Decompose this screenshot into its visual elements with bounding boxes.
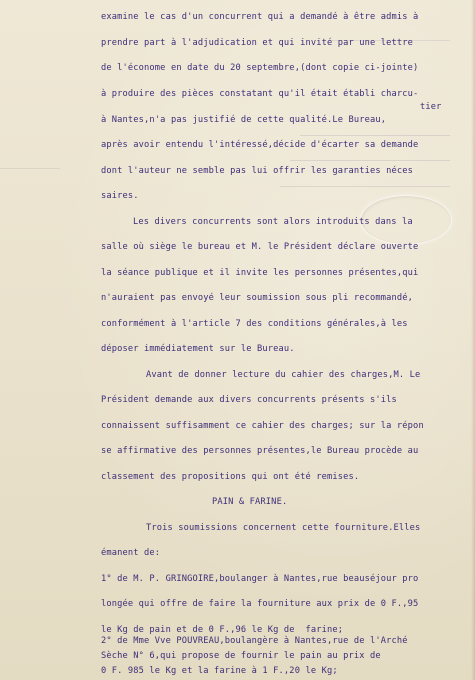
text-line: Trois soumissions concernent cette fourniture.Elles: [146, 523, 421, 533]
text-line: 1° de M. P. GRINGOIRE,boulanger à Nantes,rue beauséjour pro: [101, 574, 419, 584]
text-line: 0 F. 985 le Kg et la farine à 1 F.,20 le Kg;: [101, 666, 338, 676]
text-line: émanent de:: [101, 548, 161, 558]
text-line: à produire des pièces constatant qu'il était établi charcu-: [101, 89, 419, 99]
text-line: n'auraient pas envoyé leur soumission sous pli recommandé,: [101, 293, 414, 303]
text-line: Les divers concurrents sont alors introduits dans la: [133, 217, 413, 227]
text-line: se affirmative des personnes présentes,le Bureau procède au: [101, 446, 419, 456]
bleed-through-mark: [300, 135, 450, 137]
text-line: dont l'auteur ne semble pas lui offrir les garanties néces: [101, 166, 414, 176]
text-line: prendre part à l'adjudication et qui invité par une lettre: [101, 38, 414, 48]
text-line: examine le cas d'un concurrent qui a demandé à être admis à: [101, 12, 419, 22]
text-line: déposer immédiatement sur le Bureau.: [101, 344, 295, 354]
page-edge-shadow: [471, 0, 475, 680]
text-line: après avoir entendu l'intéressé,décide d'écarter sa demande: [101, 140, 419, 150]
text-line-continuation: tier: [420, 102, 442, 112]
text-line: Avant de donner lecture du cahier des charges,M. Le: [146, 370, 421, 380]
text-line: connaissent suffisamment ce cahier des charges; sur la répon: [101, 421, 424, 431]
text-line: conformément à l'article 7 des conditions générales,à les: [101, 319, 408, 329]
text-line: saires.: [101, 191, 139, 201]
text-line: à Nantes,n'a pas justifié de cette qualité.Le Bureau,: [101, 115, 387, 125]
text-line: 2° de Mme Vve POUVREAU,boulangère à Nantes,rue de l'Arché: [101, 636, 408, 646]
bleed-through-mark: [280, 186, 450, 188]
text-line: classement des propositions qui ont été remises.: [101, 472, 360, 482]
text-line: le Kg de pain et de 0 F.,96 le Kg de farine;: [101, 625, 344, 635]
bleed-through-mark: [0, 168, 60, 170]
text-line: Sèche N° 6,qui propose de fournir le pain au prix de: [101, 651, 381, 661]
text-line: la séance publique et il invite les personnes présentes,qui: [101, 268, 419, 278]
text-line: Président demande aux divers concurrents présents s'ils: [101, 395, 397, 405]
bleed-through-mark: [290, 160, 450, 162]
text-line: de l'économe en date du 20 septembre,(dont copie ci-jointe): [101, 63, 419, 73]
text-line: longée qui offre de faire la fourniture aux prix de 0 F.,95: [101, 599, 419, 609]
text-line: salle où siège le bureau et M. le Président déclare ouverte: [101, 242, 419, 252]
section-heading: PAIN & FARINE.: [212, 497, 288, 507]
